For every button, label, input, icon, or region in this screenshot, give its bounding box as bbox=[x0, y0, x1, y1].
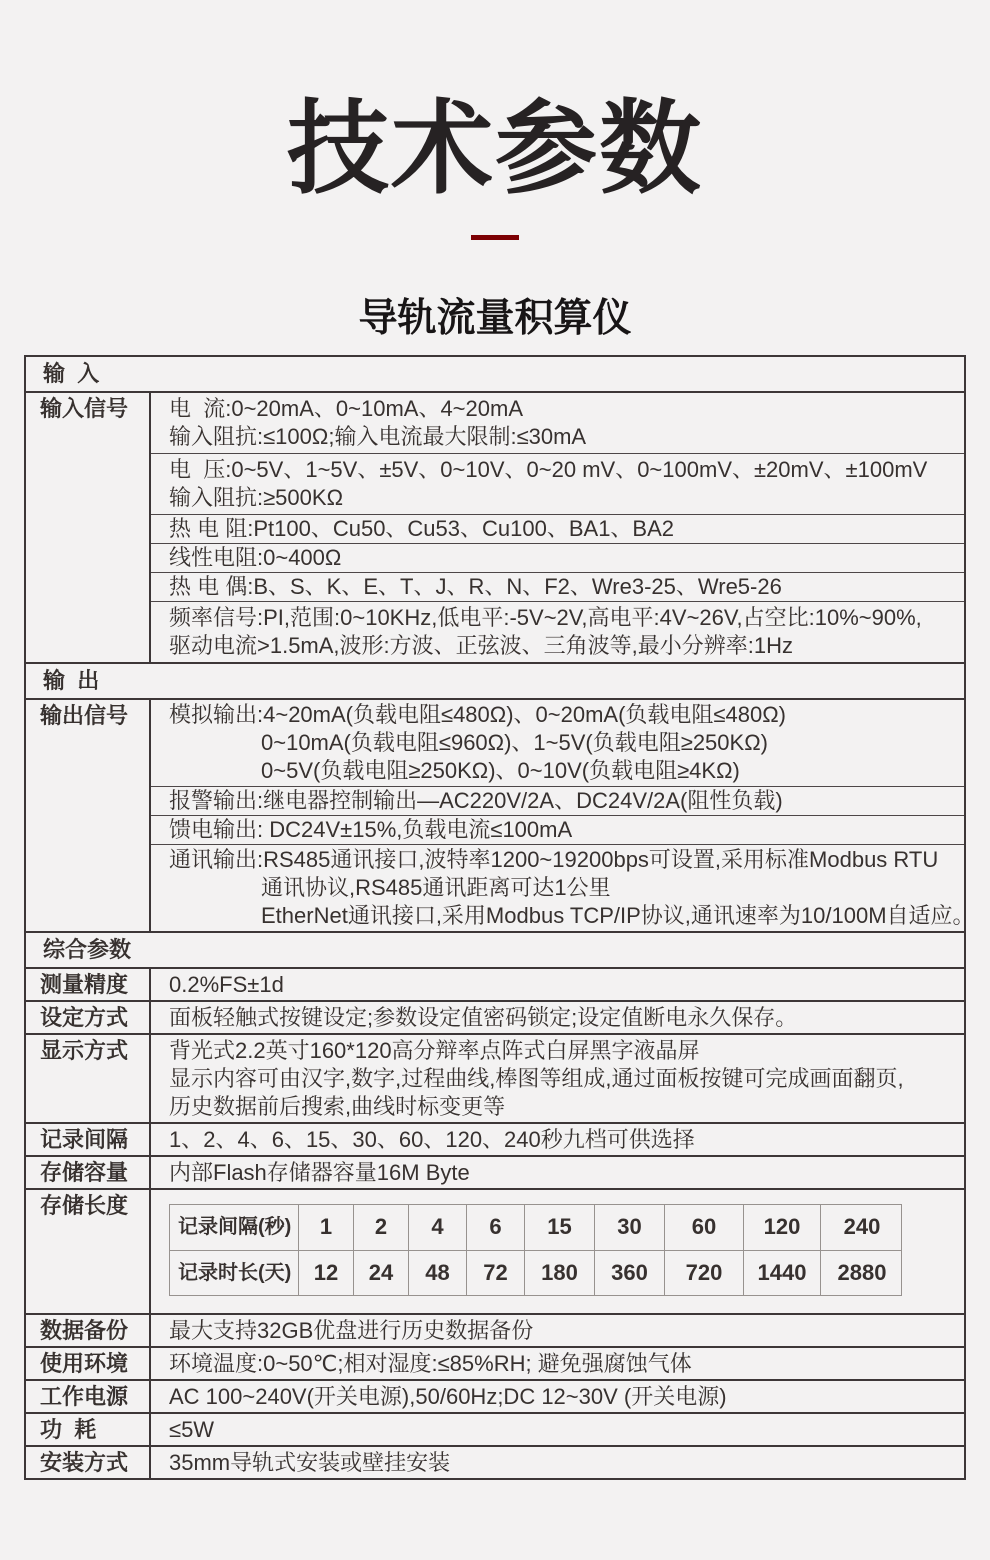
storage-duration-value: 360 bbox=[594, 1251, 664, 1295]
spec-line: 频率信号:PI,范围:0~10KHz,低电平:-5V~2V,高电平:4V~26V,占空比:10%~90%, bbox=[169, 604, 922, 630]
cell-power bbox=[151, 1381, 964, 1412]
row-storage-capacity bbox=[26, 1155, 964, 1188]
spec-line: 0.2%FS±1d bbox=[169, 971, 284, 997]
section-header-general-label: 综合参数 bbox=[43, 936, 132, 962]
spec-line: 模拟输出:4~20mA(负载电阻≤480Ω)、0~20mA(负载电阻≤480Ω) bbox=[169, 701, 786, 727]
cell-frequency bbox=[151, 601, 964, 662]
spec-line: 面板轻触式按键设定;参数设定值密码锁定;设定值断电永久保存。 bbox=[169, 1004, 798, 1030]
row-label-power: 工作电源 bbox=[26, 1381, 151, 1412]
row-mounting bbox=[26, 1445, 964, 1478]
spec-line: 1、2、4、6、15、30、60、120、240秒九档可供选择 bbox=[169, 1126, 695, 1152]
storage-interval-row-label: 记录间隔(秒) bbox=[178, 1216, 292, 1239]
output-signal-content bbox=[151, 700, 975, 931]
storage-duration-value: 2880 bbox=[820, 1251, 903, 1295]
storage-interval-value: 4 bbox=[408, 1205, 466, 1250]
row-input-signal bbox=[26, 391, 964, 662]
spec-table bbox=[24, 355, 975, 1480]
product-subtitle: 导轨流量积算仪 bbox=[358, 297, 632, 341]
storage-interval-value: 240 bbox=[820, 1205, 903, 1250]
row-accuracy bbox=[26, 967, 964, 1000]
spec-line: 馈电输出: DC24V±15%,负载电流≤100mA bbox=[169, 816, 573, 842]
spec-line: 内部Flash存储器容量16M Byte bbox=[169, 1159, 470, 1185]
spec-line: 通讯协议,RS485通讯距离可达1公里 bbox=[261, 874, 611, 900]
spec-line: EtherNet通讯接口,采用Modbus TCP/IP协议,通讯速率为10/100M自适应。 bbox=[261, 902, 975, 928]
storage-interval-value: 30 bbox=[594, 1205, 664, 1250]
spec-line: 电 流:0~20mA、0~10mA、4~20mA bbox=[169, 395, 523, 421]
row-record-interval bbox=[26, 1122, 964, 1155]
storage-duration-value: 1440 bbox=[743, 1251, 820, 1295]
cell-thermocouple bbox=[151, 572, 964, 601]
cell-linear-resistance bbox=[151, 543, 964, 572]
cell-rtd bbox=[151, 514, 964, 543]
row-environment bbox=[26, 1346, 964, 1379]
spec-line: 热 电 阻:Pt100、Cu50、Cu53、Cu100、BA1、BA2 bbox=[169, 515, 675, 541]
section-header-output-label: 输 出 bbox=[43, 667, 100, 693]
row-label-record-interval: 记录间隔 bbox=[26, 1124, 151, 1155]
spec-line: 最大支持32GB优盘进行历史数据备份 bbox=[169, 1317, 534, 1343]
row-label-accuracy: 测量精度 bbox=[26, 969, 151, 1000]
spec-line: 线性电阻:0~400Ω bbox=[169, 544, 342, 570]
storage-interval-value: 1 bbox=[298, 1205, 353, 1250]
spec-line: 报警输出:继电器控制输出—AC220V/2A、DC24V/2A(阻性负载) bbox=[169, 787, 783, 813]
cell-mounting bbox=[151, 1447, 964, 1478]
cell-setting bbox=[151, 1002, 964, 1033]
accent-divider bbox=[471, 235, 519, 240]
storage-duration-value: 24 bbox=[353, 1251, 408, 1295]
storage-duration-row-label: 记录时长(天) bbox=[178, 1261, 292, 1284]
cell-consumption bbox=[151, 1414, 964, 1445]
row-setting bbox=[26, 1000, 964, 1033]
cell-storage-capacity bbox=[151, 1157, 964, 1188]
storage-interval-value: 120 bbox=[743, 1205, 820, 1250]
spec-line: AC 100~240V(开关电源),50/60Hz;DC 12~30V (开关电源) bbox=[169, 1383, 727, 1409]
storage-interval-value: 6 bbox=[466, 1205, 524, 1250]
cell-analog-output bbox=[151, 700, 964, 786]
row-label-output-signal: 输出信号 bbox=[26, 700, 151, 931]
cell-backup bbox=[151, 1315, 964, 1346]
section-header-output bbox=[26, 662, 964, 698]
row-label-storage-length: 存储长度 bbox=[26, 1190, 151, 1313]
cell-display bbox=[151, 1035, 964, 1122]
row-label-setting: 设定方式 bbox=[26, 1002, 151, 1033]
spec-line: 显示内容可由汉字,数字,过程曲线,棒图等组成,通过面板按键可完成画面翻页, bbox=[169, 1065, 904, 1091]
storage-duration-value: 72 bbox=[466, 1251, 524, 1295]
cell-feed-output bbox=[151, 815, 964, 844]
cell-comm-output bbox=[151, 844, 975, 931]
row-label-environment: 使用环境 bbox=[26, 1348, 151, 1379]
storage-length-table bbox=[169, 1204, 902, 1296]
row-label-input-signal: 输入信号 bbox=[26, 393, 151, 662]
row-label-display: 显示方式 bbox=[26, 1035, 151, 1122]
row-label-storage-capacity: 存储容量 bbox=[26, 1157, 151, 1188]
cell-storage-length bbox=[151, 1190, 964, 1313]
row-label-mounting: 安装方式 bbox=[26, 1447, 151, 1478]
cell-accuracy bbox=[151, 969, 964, 1000]
spec-line: ≤5W bbox=[169, 1416, 215, 1442]
storage-interval-value: 2 bbox=[353, 1205, 408, 1250]
row-output-signal bbox=[26, 698, 975, 931]
storage-duration-value: 48 bbox=[408, 1251, 466, 1295]
spec-line: 0~10mA(负载电阻≤960Ω)、1~5V(负载电阻≥250KΩ) bbox=[261, 729, 768, 755]
page-title: 技术参数 bbox=[287, 92, 703, 206]
storage-duration-row bbox=[170, 1250, 901, 1295]
section-header-input-label: 输 入 bbox=[43, 360, 100, 386]
storage-interval-value: 15 bbox=[524, 1205, 594, 1250]
cell-record-interval bbox=[151, 1124, 964, 1155]
spec-line: 0~5V(负载电阻≥250KΩ)、0~10V(负载电阻≥4KΩ) bbox=[261, 757, 740, 783]
storage-duration-value: 180 bbox=[524, 1251, 594, 1295]
row-consumption bbox=[26, 1412, 964, 1445]
spec-line: 背光式2.2英寸160*120高分辩率点阵式白屏黑字液晶屏 bbox=[169, 1037, 700, 1063]
storage-duration-value: 12 bbox=[298, 1251, 353, 1295]
cell-environment bbox=[151, 1348, 964, 1379]
spec-line: 输入阻抗:≤100Ω;输入电流最大限制:≤30mA bbox=[169, 423, 587, 449]
row-label-consumption: 功 耗 bbox=[26, 1414, 151, 1445]
section-header-input bbox=[26, 357, 964, 391]
row-power bbox=[26, 1379, 964, 1412]
row-display bbox=[26, 1033, 964, 1122]
row-storage-length bbox=[26, 1188, 964, 1313]
row-label-backup: 数据备份 bbox=[26, 1315, 151, 1346]
row-backup bbox=[26, 1313, 964, 1346]
spec-line: 驱动电流>1.5mA,波形:方波、正弦波、三角波等,最小分辨率:1Hz bbox=[169, 632, 794, 658]
spec-line: 通讯输出:RS485通讯接口,波特率1200~19200bps可设置,采用标准Modbus RTU bbox=[169, 846, 939, 872]
storage-duration-value: 720 bbox=[664, 1251, 743, 1295]
storage-interval-value: 60 bbox=[664, 1205, 743, 1250]
spec-line: 电 压:0~5V、1~5V、±5V、0~10V、0~20 mV、0~100mV、±20mV、±100mV bbox=[169, 456, 928, 482]
spec-line: 35mm导轨式安装或壁挂安装 bbox=[169, 1449, 451, 1475]
section-header-general bbox=[26, 931, 964, 967]
spec-line: 热 电 偶:B、S、K、E、T、J、R、N、F2、Wre3-25、Wre5-26 bbox=[169, 573, 782, 599]
spec-line: 历史数据前后搜索,曲线时标变更等 bbox=[169, 1093, 506, 1119]
spec-line: 输入阻抗:≥500KΩ bbox=[169, 484, 344, 510]
cell-alarm-output bbox=[151, 786, 964, 815]
cell-current bbox=[151, 393, 964, 453]
input-signal-content bbox=[151, 393, 964, 662]
cell-voltage bbox=[151, 453, 964, 514]
storage-interval-row bbox=[170, 1205, 901, 1250]
spec-line: 环境温度:0~50℃;相对湿度:≤85%RH; 避免强腐蚀气体 bbox=[169, 1350, 692, 1376]
